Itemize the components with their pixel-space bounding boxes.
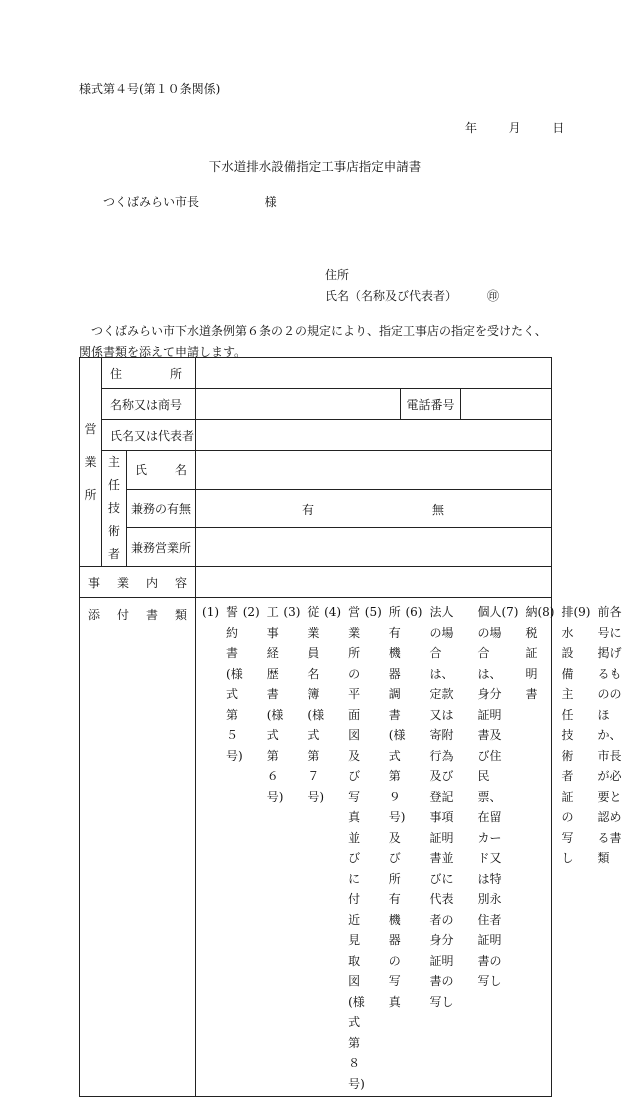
- chief-name-value[interactable]: [196, 451, 552, 490]
- office-char-1: 業: [84, 454, 97, 469]
- attachment-number: (8): [537, 605, 555, 619]
- attachment-item: [365, 602, 406, 1094]
- name-or-trade-value[interactable]: [196, 389, 401, 420]
- attachment-text: 工事経歴書(様式第６号): [266, 605, 284, 804]
- attachment-item: [243, 602, 284, 1094]
- attachment-text: 所有機器調書(様式第９号)及び所有機器の写真: [388, 605, 406, 1009]
- chief-char-2: 技: [107, 501, 120, 515]
- applicant-name-label: 氏名（名称及び代表者）: [325, 289, 458, 303]
- body-paragraph: つくばみらい市下水道条例第６条の２の規定により、指定工事店の指定を受けたく、関係書類を添えて申請します。: [79, 324, 547, 359]
- address-label: 住所: [325, 268, 350, 282]
- concurrent-value[interactable]: [196, 489, 552, 528]
- attachment-text: 営業所の平面図及び写真並びに付近見取図(様式第８号): [348, 605, 365, 1091]
- address-row-label: 住 所: [102, 358, 196, 389]
- chief-group-chars: [102, 451, 126, 566]
- business-content-value[interactable]: [196, 567, 552, 598]
- attach-label-char-0: 添: [88, 608, 101, 622]
- attachment-item: [324, 602, 365, 1094]
- addressee-honorific: 様: [264, 195, 277, 209]
- name-or-trade-label: 名称又は商号: [102, 389, 196, 420]
- chief-name-label: 氏 名: [127, 451, 196, 490]
- attachment-text: 個人の場合は、身分証明書及び住民票、在留カード又は特別永住者証明書の写し: [477, 605, 502, 988]
- seal-mark: ㊞: [487, 289, 500, 303]
- date-year: 年: [465, 121, 478, 135]
- document-title: 下水道排水設備指定工事店指定申請書: [208, 159, 422, 174]
- phone-label: 電話番号: [401, 389, 461, 420]
- address-value[interactable]: [196, 358, 552, 389]
- attach-label-char-2: 書: [146, 608, 159, 622]
- attachment-number: (9): [573, 605, 591, 619]
- concurrent-office-value[interactable]: [196, 528, 552, 567]
- attachment-item: [283, 602, 324, 1094]
- attachment-item: [537, 602, 573, 1094]
- attachment-item: [405, 602, 453, 1094]
- attachments-list: [196, 598, 622, 1097]
- representative-value[interactable]: [196, 420, 552, 451]
- chief-engineer-group-label: [102, 451, 127, 567]
- attachment-number: (1): [202, 605, 220, 619]
- attachment-text: 誓約書(様式第５号): [226, 605, 243, 763]
- date-day: 日: [552, 121, 565, 135]
- attachment-text: 法人の場合は、定款又は寄附行為及び登記事項証明書並びに代表者の身分証明書の写し: [429, 605, 454, 1009]
- attachments-label: [80, 598, 196, 1097]
- office-group-label: [80, 358, 102, 567]
- concurrent-label: 兼務の有無: [127, 489, 196, 528]
- concurrent-office-label: 兼務営業所: [127, 528, 196, 567]
- addressee: [103, 193, 277, 210]
- form-number: 様式第４号(第１０条関係): [79, 82, 221, 96]
- attachment-item: [573, 602, 621, 1094]
- chief-char-0: 主: [107, 455, 120, 469]
- business-char-0: 事: [88, 575, 101, 590]
- office-char-2: 所: [84, 487, 97, 502]
- option-yes[interactable]: 有: [302, 503, 315, 518]
- attachment-text: 納税証明書: [525, 605, 538, 701]
- attachment-item: [501, 602, 537, 1094]
- business-char-3: 容: [175, 575, 188, 590]
- chief-char-3: 術: [107, 524, 120, 538]
- attachment-item: [202, 602, 243, 1094]
- office-char-0: 営: [84, 421, 97, 436]
- office-group-chars: [80, 418, 101, 507]
- attachment-number: (5): [364, 605, 382, 619]
- attachment-number: [453, 602, 477, 1094]
- attachment-item: [453, 602, 501, 1094]
- addressee-name: つくばみらい市長: [103, 195, 200, 209]
- date-month: 月: [508, 121, 521, 135]
- option-no[interactable]: 無: [432, 503, 445, 518]
- date-line: [465, 119, 564, 136]
- attach-label-char-3: 類: [175, 608, 188, 622]
- attachment-text: 前各号に掲げるもののほか、市長が必要と認める書類: [597, 605, 622, 865]
- chief-char-4: 者: [107, 547, 120, 561]
- attach-label-char-1: 付: [117, 608, 130, 622]
- chief-char-1: 任: [107, 478, 120, 492]
- application-table: [79, 357, 622, 1097]
- attachment-number: (2): [242, 605, 260, 619]
- attachment-text: 排水設備主任技術者証の写し: [561, 605, 574, 865]
- business-char-2: 内: [146, 575, 159, 590]
- attachment-number: (7): [501, 605, 519, 619]
- attachment-number: (3): [283, 605, 301, 619]
- phone-value[interactable]: [461, 389, 552, 420]
- representative-label: 氏名又は代表者: [102, 420, 196, 451]
- attachment-number: (4): [324, 605, 342, 619]
- attachment-text: 従業員名簿(様式第７号): [307, 605, 325, 804]
- attachment-number: (6): [405, 605, 423, 619]
- business-char-1: 業: [117, 575, 130, 590]
- business-content-label: [80, 567, 196, 598]
